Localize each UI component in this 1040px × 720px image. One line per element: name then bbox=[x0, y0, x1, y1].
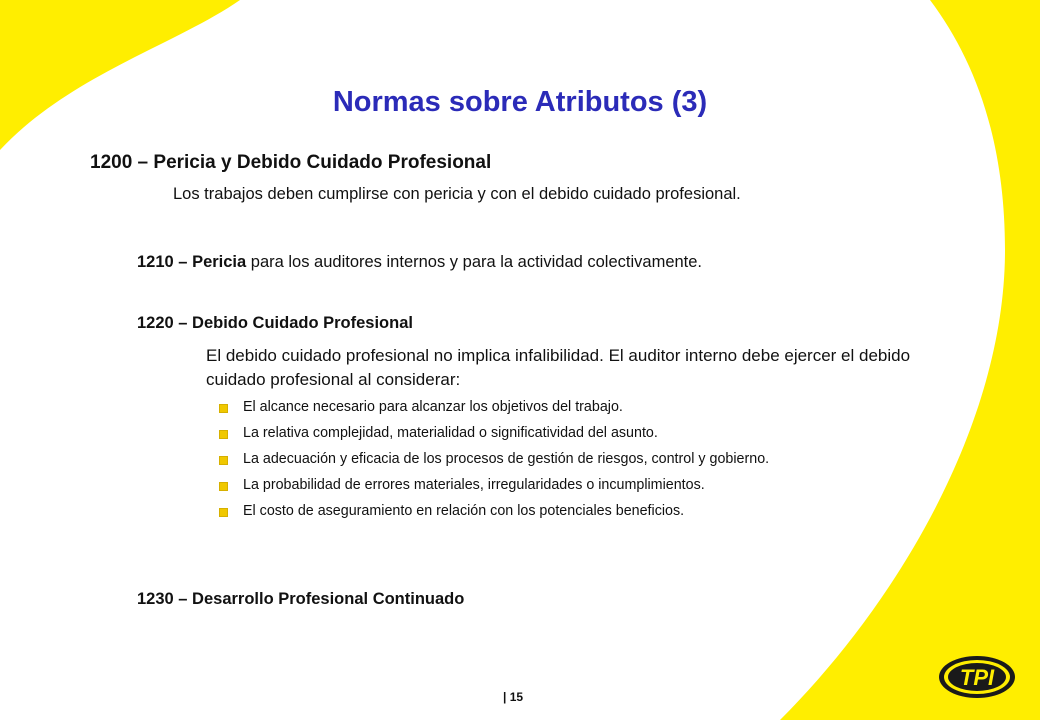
square-bullet-icon bbox=[219, 404, 228, 413]
list-item bbox=[219, 450, 955, 469]
section-1200-heading: 1200 – Pericia y Debido Cuidado Profesional bbox=[90, 152, 492, 173]
list-item-text: La relativa complejidad, materialidad o significatividad del asunto. bbox=[243, 425, 658, 441]
list-item-text: El costo de aseguramiento en relación con los potenciales beneficios. bbox=[243, 503, 685, 519]
list-item-text: La adecuación y eficacia de los procesos de gestión de riesgos, control y gobierno. bbox=[243, 451, 770, 467]
section-1210 bbox=[137, 253, 702, 272]
square-bullet-icon bbox=[219, 430, 228, 439]
page-number: | 15 bbox=[503, 690, 524, 704]
top-left-yellow-swoosh bbox=[0, 0, 240, 150]
section-1200-text: Los trabajos deben cumplirse con pericia y con el debido cuidado profesional. bbox=[173, 185, 741, 203]
list-item bbox=[219, 476, 955, 495]
section-1210-number: 1210 – bbox=[137, 253, 193, 271]
square-bullet-icon bbox=[219, 508, 228, 517]
list-item-text: El alcance necesario para alcanzar los objetivos del trabajo. bbox=[243, 399, 623, 415]
list-item bbox=[219, 398, 955, 417]
list-item bbox=[219, 424, 955, 443]
square-bullet-icon bbox=[219, 482, 228, 491]
section-1230-heading: 1230 – Desarrollo Profesional Continuado bbox=[137, 590, 465, 608]
bullet-list bbox=[219, 398, 955, 528]
section-1220-heading: 1220 – Debido Cuidado Profesional bbox=[137, 314, 413, 332]
square-bullet-icon bbox=[219, 456, 228, 465]
logo-text: TPI bbox=[959, 665, 995, 690]
list-item bbox=[219, 502, 955, 521]
section-1210-term: Pericia bbox=[192, 253, 247, 271]
section-1210-text: para los auditores internos y para la actividad colectivamente. bbox=[246, 253, 703, 271]
section-1220-text: El debido cuidado profesional no implica infalibilidad. El auditor interno debe ejercer el debido cuidado profesional al considerar: bbox=[206, 346, 911, 389]
list-item-text: La probabilidad de errores materiales, irregularidades o incumplimientos. bbox=[243, 477, 705, 493]
page-title: Normas sobre Atributos (3) bbox=[332, 86, 708, 118]
tpi-logo bbox=[938, 655, 1016, 699]
